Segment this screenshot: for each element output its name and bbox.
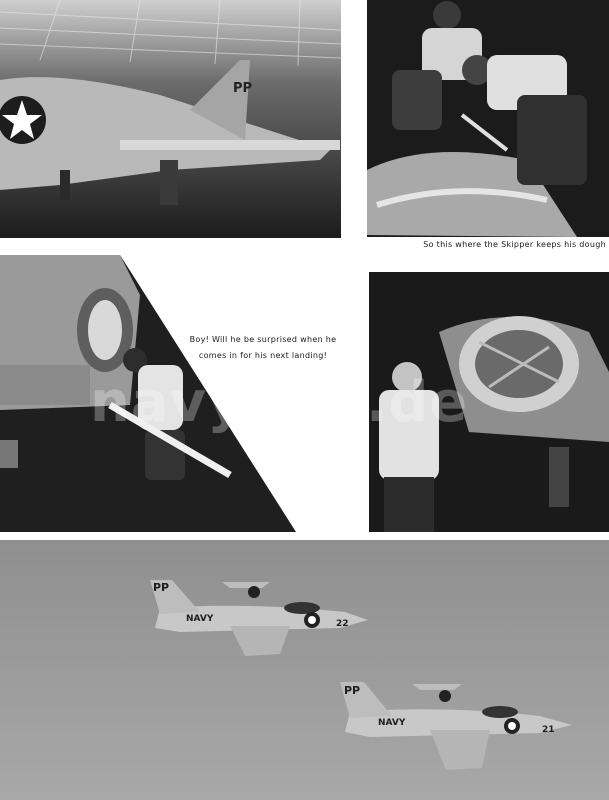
lead-tail-code: PP [153, 581, 170, 594]
photo-hangar-jet [0, 0, 341, 238]
wing-number: 21 [542, 725, 555, 735]
photo-open-nose [369, 272, 609, 532]
wing-tail-code: PP [344, 684, 361, 697]
lead-number: 22 [336, 619, 349, 629]
caption-skipper: So this where the Skipper keeps his dough [423, 240, 606, 249]
watermark: navysite.de [90, 370, 469, 435]
tail-code-hangar: PP [233, 81, 253, 96]
lead-navy-marking: NAVY [186, 614, 214, 624]
caption-boy-line-1: Boy! Will he be surprised when he [189, 335, 337, 344]
photo-formation-flight [0, 540, 609, 800]
caption-boy [168, 332, 358, 364]
wing-navy-marking: NAVY [378, 718, 406, 728]
caption-boy-line-2: comes in for his next landing! [198, 351, 328, 360]
photo-mechanics-nose [367, 0, 609, 237]
photo-intake-wheel [0, 255, 296, 532]
